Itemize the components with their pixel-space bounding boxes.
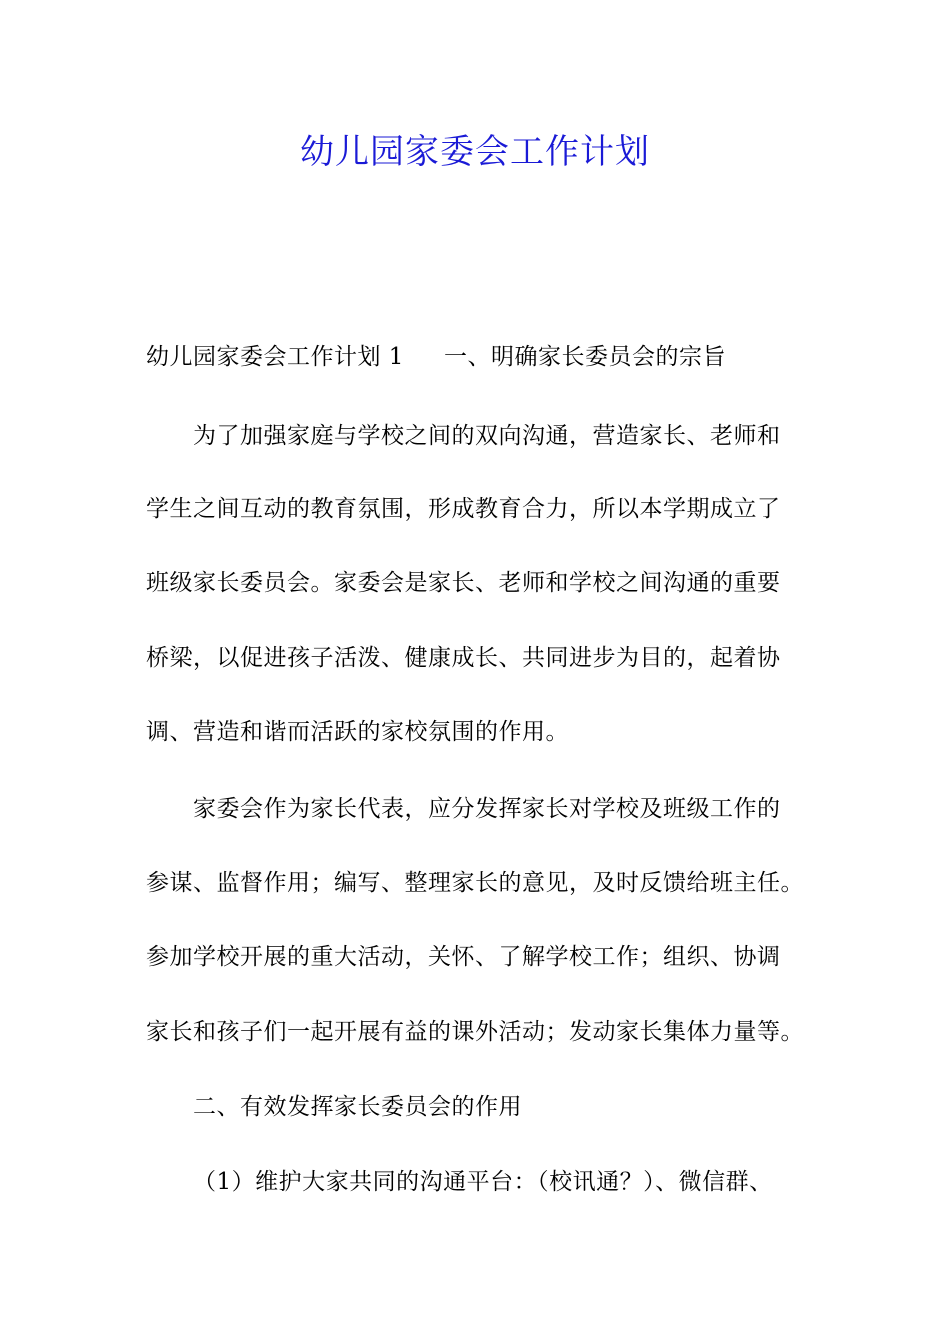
paragraph-line: 为了加强家庭与学校之间的双向沟通，营造家长、老师和 [193,423,781,449]
paragraph-line: （1）维护大家共同的沟通平台：（校讯通？）、微信群、 [193,1169,773,1195]
section-heading-plan-1: 幼儿园家委会工作计划 1 [146,344,404,370]
paragraph-line: 参加学校开展的重大活动，关怀、了解学校工作；组织、协调 [146,944,781,970]
paragraph-line: 调、营造和谐而活跃的家校氛围的作用。 [146,719,569,745]
section-heading-purpose: 一、明确家长委员会的宗旨 [443,344,726,370]
section-heading-role: 二、有效发挥家长委员会的作用 [193,1094,522,1120]
paragraph-line: 桥梁，以促进孩子活泼、健康成长、共同进步为目的，起着协 [146,645,781,671]
paragraph-line: 家委会作为家长代表，应分发挥家长对学校及班级工作的 [193,796,781,822]
paragraph-line: 家长和孩子们一起开展有益的课外活动；发动家长集体力量等。 [146,1019,804,1045]
paragraph-line: 参谋、监督作用；编写、整理家长的意见，及时反馈给班主任。 [146,870,804,896]
paragraph-line: 学生之间互动的教育氛围，形成教育合力，所以本学期成立了 [146,496,781,522]
paragraph-line: 班级家长委员会。家委会是家长、老师和学校之间沟通的重要 [146,570,781,596]
paragraph-line [146,341,826,373]
document-title: 幼儿园家委会工作计划 [300,132,650,172]
